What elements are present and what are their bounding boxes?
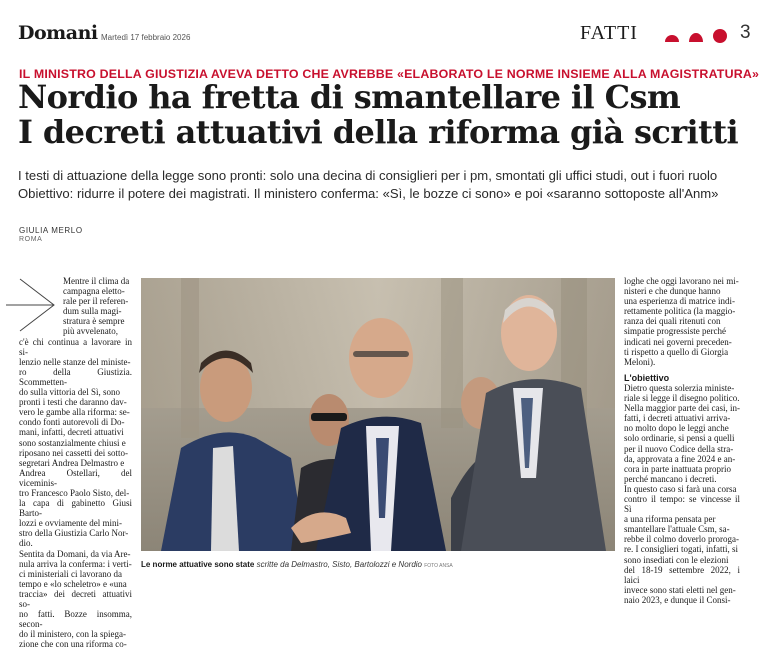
article-photo bbox=[141, 278, 615, 551]
text-line: nisteri e che dunque hanno bbox=[624, 286, 721, 297]
text-line: ti rispetto a quello di Giorgia bbox=[624, 346, 729, 357]
text-line: stratura è sempre bbox=[63, 316, 125, 327]
text-line: mani, infatti, decreti attuativi bbox=[19, 427, 124, 438]
text-line: riposano nei cassetti dei sotto- bbox=[19, 447, 128, 458]
photo-credit: FOTO ANSA bbox=[424, 563, 453, 569]
newspaper-logo: Domani bbox=[18, 22, 98, 44]
subhead: L'obiettivo bbox=[624, 372, 670, 383]
text-line: rettamente politica (la maggio- bbox=[624, 306, 736, 317]
text-line: dum sulla magi- bbox=[63, 306, 122, 317]
text-line: nula arriva la conferma: i verti- bbox=[19, 558, 132, 569]
text-line: smantellare l'attuale Csm, sa- bbox=[624, 524, 730, 535]
text-line: ranza dei quali ritenuti con bbox=[624, 316, 721, 327]
byline-city: ROMA bbox=[19, 236, 43, 243]
text-line: segretari Andrea Delmastro e bbox=[19, 457, 125, 468]
caption-italic: scritte da Delmastro, Sisto, Bartolozzi e Nordio bbox=[256, 560, 422, 569]
text-line: dio. bbox=[19, 538, 33, 549]
text-line: lozzi e ovviamente del mini- bbox=[19, 518, 122, 529]
text-line: campagna eletto- bbox=[63, 286, 125, 297]
photo-caption bbox=[141, 560, 615, 569]
text-line: Nella maggior parte dei casi, in- bbox=[624, 403, 740, 414]
issue-date: Martedì 17 febbraio 2026 bbox=[101, 33, 191, 42]
headline-line-2: I decreti attuativi della riforma già scritti bbox=[18, 113, 739, 151]
text-line: solo ordinarie, si pensi a quelli bbox=[624, 433, 735, 444]
section-dots-icon bbox=[663, 26, 735, 46]
text-line: stro della Giustizia Carlo Nor- bbox=[19, 528, 129, 539]
article-column-left bbox=[19, 276, 132, 649]
text-line: la capa di gabinetto Giusi Barto- bbox=[19, 498, 132, 519]
text-line: traccia» dei decreti attuativi so- bbox=[19, 588, 132, 609]
text-line: Meloni). bbox=[624, 356, 656, 367]
text-line: una esperienza di matrice indi- bbox=[624, 296, 735, 307]
text-line: pronti i testi che daranno dav- bbox=[19, 397, 127, 408]
text-line: perché mancano i decreti. bbox=[624, 473, 717, 484]
summary-line-2: Obiettivo: ridurre il potere dei magistrati. Il ministero conferma: «Sì, le bozze ci sono» e poi «saranno sottoposte all'Anm» bbox=[18, 186, 719, 201]
summary bbox=[18, 167, 738, 203]
caption-bold: Le norme attuative sono state bbox=[141, 560, 255, 569]
text-line: da, approvata a fine 2024 e an- bbox=[624, 453, 736, 464]
text-line: sono insediati con le elezioni bbox=[624, 554, 729, 565]
text-line: Andrea Ostellari, del viceminis- bbox=[19, 467, 132, 488]
text-line: naio 2023, e dunque il Consi- bbox=[624, 594, 731, 605]
text-line: c'è chi continua a lavorare in si- bbox=[19, 336, 132, 357]
text-line: vero le gambe alla riforma: se- bbox=[19, 407, 130, 418]
text-line: tempo e «lo scheletro» e «una bbox=[19, 578, 127, 589]
text-line: rale per il referen- bbox=[63, 296, 129, 307]
text-line: rebbe il colmo doverlo proroga- bbox=[624, 534, 739, 545]
ministers-photo bbox=[141, 278, 615, 551]
text-line: re. I consiglieri togati, infatti, si bbox=[624, 544, 738, 555]
text-line: do sulla vittoria del Sì, sono bbox=[19, 387, 120, 398]
section-label: FATTI bbox=[580, 22, 638, 44]
text-line: ro della Giustizia. Scommetten- bbox=[19, 366, 132, 387]
text-line: sono sostanzialmente chiusi e bbox=[19, 437, 126, 448]
text-line: Sentita da Domani, da via Are- bbox=[19, 548, 131, 559]
byline: GIULIA MERLO bbox=[19, 226, 83, 235]
text-line: ci ministeriali ci lavorano da bbox=[19, 568, 122, 579]
text-line: Dietro questa solerzia ministe- bbox=[624, 382, 735, 393]
kicker: IL MINISTRO DELLA GIUSTIZIA AVEVA DETTO CHE AVREBBE «ELABORATO LE NORME INSIEME ALLA MAGISTRATURA» bbox=[19, 67, 760, 81]
text-line: per il nuovo Codice della stra- bbox=[624, 443, 734, 454]
text-line: più avvelenato, bbox=[63, 326, 118, 337]
text-line: del 18-19 settembre 2022, i laici bbox=[624, 564, 740, 585]
masthead bbox=[18, 22, 758, 50]
text-line: a una riforma pensata per bbox=[624, 514, 716, 525]
text-line: invece sono stati eletti nel gen- bbox=[624, 584, 736, 595]
text-line: In questo caso si farà una corsa bbox=[624, 483, 737, 494]
text-line: do il ministero, con la spiega- bbox=[19, 629, 126, 640]
text-line: condo fonti autorevoli di Do- bbox=[19, 417, 125, 428]
text-line: cora in parte inattuata proprio bbox=[624, 463, 731, 474]
headline-line-1: Nordio ha fretta di smantellare il Csm bbox=[18, 78, 681, 116]
text-line: tro Francesco Paolo Sisto, del- bbox=[19, 487, 130, 498]
text-line: simpatie progressiste perché bbox=[624, 326, 726, 337]
text-line: loghe che oggi lavorano nei mi- bbox=[624, 276, 739, 286]
text-line: indicati nei governi preceden- bbox=[624, 336, 732, 347]
text-line: lenzio nelle stanze del ministe- bbox=[19, 356, 131, 367]
text-line: Mentre il clima da bbox=[63, 276, 130, 286]
text-line: fatti, i decreti attuativi arriva- bbox=[624, 413, 731, 424]
page-number: 3 bbox=[740, 22, 751, 43]
text-line: contro il tempo: se vincesse il Sì bbox=[624, 493, 740, 515]
article-column-right bbox=[624, 276, 740, 605]
text-line: no fatti. Bozze insomma, secon- bbox=[19, 609, 132, 630]
text-line: no molto dopo le leggi anche bbox=[624, 423, 729, 434]
summary-line-1: I testi di attuazione della legge sono pronti: solo una decina di consiglieri per i pm, smontati gli uffici studi, out i fuori ruolo bbox=[18, 168, 718, 183]
text-line: riale si legge il disegno politico. bbox=[624, 393, 740, 404]
text-line: zione che con una riforma co- bbox=[19, 639, 127, 649]
headline bbox=[18, 80, 738, 150]
